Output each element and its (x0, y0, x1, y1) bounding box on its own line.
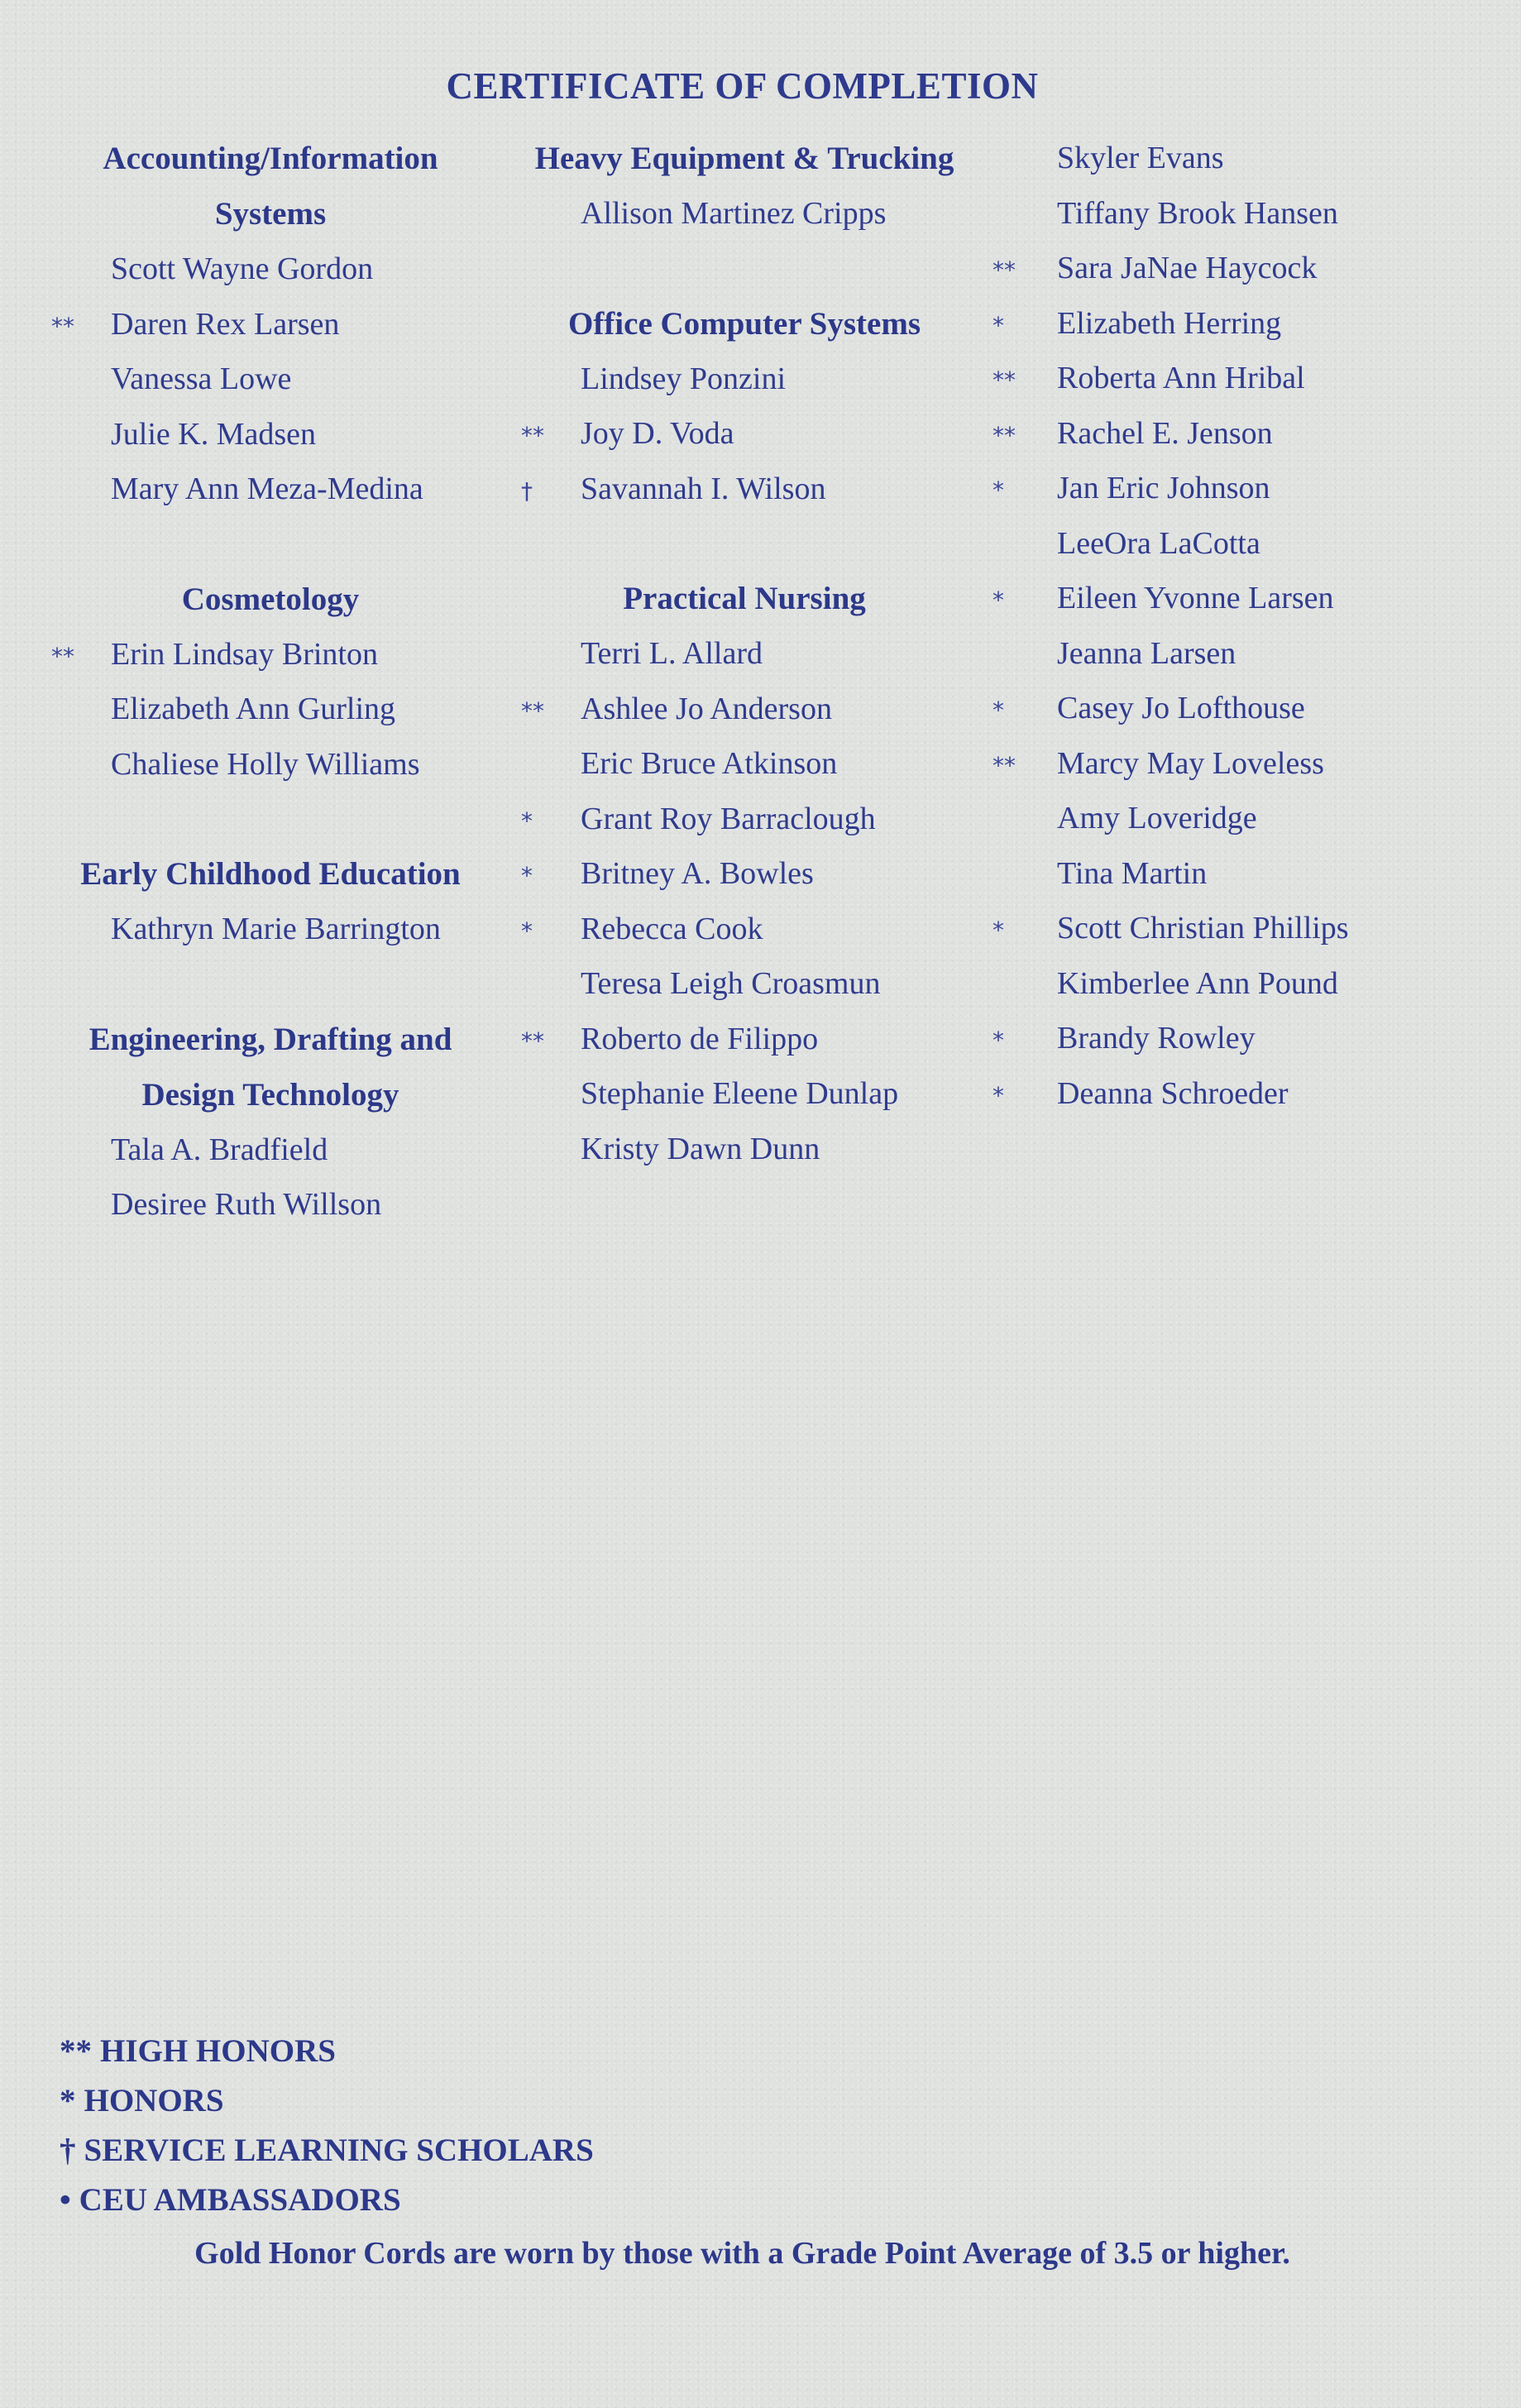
graduate-row (992, 736, 1489, 792)
legend-symbol: * (60, 2083, 76, 2118)
graduate-name: Teresa Leigh Croasmun (581, 966, 881, 1001)
graduate-name: Elizabeth Herring (1057, 305, 1282, 341)
graduate-name: Vanessa Lowe (111, 361, 292, 396)
graduate-row (992, 516, 1489, 572)
program-title: Office Computer Systems (567, 305, 921, 342)
graduate-name: Britney A. Bowles (581, 856, 814, 891)
graduate-name: Eileen Yvonne Larsen (1057, 581, 1334, 615)
graduate-name: Tala A. Bradfield (111, 1132, 328, 1167)
program-section-engineering (51, 1012, 498, 1233)
legend-label: CEU AMBASSADORS (79, 2182, 401, 2218)
graduate-row (521, 736, 984, 792)
graduate-row (992, 461, 1489, 516)
legend-item-ceu-ambassadors (60, 2176, 594, 2225)
graduate-row (521, 902, 984, 957)
honor-marker: ** (992, 751, 1016, 779)
honor-marker: * (992, 476, 1004, 504)
graduate-row (992, 131, 1489, 186)
graduate-row (521, 1122, 984, 1177)
graduate-row (992, 901, 1489, 956)
graduate-row (521, 956, 984, 1012)
graduate-name: Allison Martinez Cripps (581, 196, 887, 231)
legend-label: HONORS (84, 2083, 224, 2118)
honor-marker: * (992, 917, 1004, 944)
graduate-row (521, 462, 984, 517)
graduate-name: Casey Jo Lofthouse (1057, 691, 1305, 725)
graduate-name: Joy D. Voda (581, 416, 734, 451)
program-section-office-computer (521, 296, 984, 517)
graduate-name: Eric Bruce Atkinson (581, 746, 838, 781)
graduate-name: Chaliese Holly Williams (111, 746, 420, 782)
graduate-row (521, 792, 984, 847)
program-title: Early Childhood Education (80, 856, 461, 892)
honor-marker: ** (992, 421, 1016, 449)
graduate-row (51, 242, 498, 297)
graduate-row (992, 681, 1489, 736)
legend-item-honors (60, 2076, 594, 2126)
honor-marker: * (992, 697, 1004, 724)
graduate-name: Kristy Dawn Dunn (581, 1131, 820, 1166)
graduate-row (521, 186, 984, 242)
graduate-row (51, 627, 498, 682)
graduate-name: Rachel E. Jenson (1057, 415, 1273, 451)
graduate-row (51, 1177, 498, 1233)
program-section-accounting (51, 131, 498, 517)
graduate-name: Savannah I. Wilson (581, 471, 826, 506)
program-title: Heavy Equipment & Trucking (534, 141, 954, 176)
honor-marker: ** (521, 422, 544, 449)
program-section-heavy-equipment (521, 131, 984, 242)
page-title: CERTIFICATE OF COMPLETION (446, 65, 1039, 107)
graduate-name: Stephanie Eleene Dunlap (581, 1076, 899, 1111)
graduate-name: Roberto de Filippo (581, 1021, 819, 1056)
program-title: Engineering, Drafting and Design Technology (88, 1021, 452, 1113)
legend-symbol: † (60, 2133, 76, 2168)
graduate-row (992, 956, 1489, 1012)
honor-marker: * (992, 311, 1004, 339)
honor-marker: * (992, 1027, 1004, 1054)
graduate-name: Jan Eric Johnson (1057, 471, 1270, 505)
graduate-name: Kimberlee Ann Pound (1057, 965, 1338, 1001)
graduate-row (992, 1066, 1489, 1122)
graduate-name: Marcy May Loveless (1057, 745, 1324, 781)
graduate-row (51, 1123, 498, 1178)
graduate-row (992, 186, 1489, 242)
graduate-name: LeeOra LaCotta (1057, 525, 1260, 561)
graduate-row (992, 626, 1489, 682)
honor-marker: * (521, 917, 533, 945)
graduate-name: Terri L. Allard (581, 636, 763, 671)
graduate-name: Skyler Evans (1057, 141, 1224, 175)
graduate-row (51, 737, 498, 792)
graduate-row (992, 1011, 1489, 1066)
graduate-name: Daren Rex Larsen (111, 306, 340, 342)
graduate-row (51, 682, 498, 737)
program-column-3 (992, 131, 1489, 1175)
graduate-name: Brandy Rowley (1057, 1021, 1256, 1056)
graduate-name: Tina Martin (1057, 855, 1208, 891)
program-section-practical-nursing-continued (992, 131, 1489, 1121)
graduate-row (521, 1066, 984, 1122)
legend-symbol: • (60, 2182, 71, 2218)
program-section-practical-nursing (521, 571, 984, 1176)
graduate-name: Grant Roy Barraclough (581, 801, 876, 836)
graduate-row (992, 406, 1489, 462)
graduate-name: Roberta Ann Hribal (1057, 361, 1305, 395)
graduate-name: Sara JaNae Haycock (1057, 251, 1318, 285)
graduate-row (521, 352, 984, 407)
program-title: Cosmetology (181, 581, 360, 617)
graduate-row (521, 682, 984, 737)
graduate-row (521, 846, 984, 902)
graduate-name: Rebecca Cook (581, 911, 763, 946)
legend-label: HIGH HONORS (100, 2033, 336, 2069)
graduate-name: Mary Ann Meza-Medina (111, 472, 423, 506)
graduate-row (521, 406, 984, 462)
graduate-row (992, 791, 1489, 846)
program-title: Practical Nursing (623, 581, 866, 616)
legend-label: SERVICE LEARNING SCHOLARS (84, 2133, 594, 2168)
honor-marker: ** (992, 256, 1016, 284)
graduate-name: Desiree Ruth Willson (111, 1187, 382, 1222)
graduate-name: Deanna Schroeder (1057, 1075, 1289, 1111)
legend-item-high-honors (60, 2027, 594, 2076)
graduate-row (992, 846, 1489, 902)
program-section-cosmetology (51, 572, 498, 792)
graduate-row (521, 1012, 984, 1067)
program-column-1 (51, 131, 498, 1287)
graduate-name: Erin Lindsay Brinton (111, 636, 378, 672)
graduate-row (992, 241, 1489, 296)
legend-item-service-learning (60, 2126, 594, 2176)
program-section-early-childhood (51, 846, 498, 957)
honors-legend (60, 2027, 594, 2225)
graduate-name: Kathryn Marie Barrington (111, 912, 441, 946)
honor-marker: ** (51, 642, 74, 670)
program-title: Accounting/Information Systems (103, 141, 438, 232)
graduate-row (51, 297, 498, 352)
graduate-row (992, 296, 1489, 352)
honor-marker: * (521, 862, 533, 889)
graduate-name: Jeanna Larsen (1057, 635, 1236, 671)
honor-marker: * (521, 807, 533, 835)
legend-symbol: ** (60, 2033, 92, 2069)
honor-marker: ** (521, 1027, 544, 1055)
graduate-name: Scott Christian Phillips (1057, 911, 1349, 945)
graduate-row (51, 462, 498, 517)
graduate-name: Ashlee Jo Anderson (581, 691, 832, 726)
program-column-2 (521, 131, 984, 1231)
graduate-name: Lindsey Ponzini (581, 361, 787, 396)
graduate-row (51, 352, 498, 407)
honor-marker: ** (992, 366, 1016, 394)
honor-marker: * (992, 1081, 1004, 1109)
honor-marker: ** (51, 312, 74, 340)
honor-cords-note: Gold Honor Cords are worn by those with a Grade Point Average of 3.5 or higher. (194, 2236, 1290, 2271)
graduate-row (992, 571, 1489, 626)
honor-marker: ** (521, 697, 544, 725)
graduate-name: Elizabeth Ann Gurling (111, 692, 396, 726)
honor-marker: * (992, 586, 1004, 614)
graduate-row (992, 351, 1489, 406)
honor-marker: † (521, 476, 533, 505)
graduate-name: Scott Wayne Gordon (111, 251, 374, 286)
graduate-name: Amy Loveridge (1057, 801, 1257, 835)
graduate-row (51, 407, 498, 462)
graduate-row (521, 626, 984, 682)
graduate-name: Tiffany Brook Hansen (1057, 195, 1338, 231)
graduate-name: Julie K. Madsen (111, 416, 317, 452)
graduate-row (51, 902, 498, 957)
